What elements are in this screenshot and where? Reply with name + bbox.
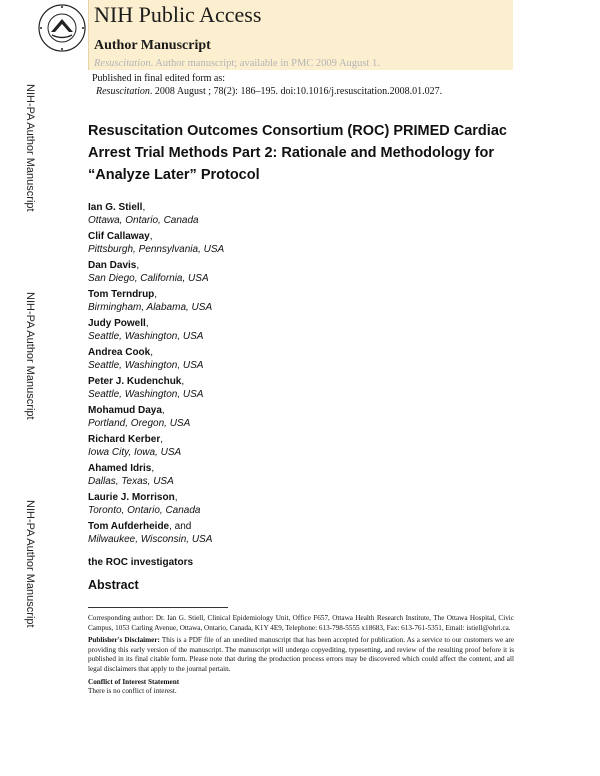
- publisher-disclaimer: Publisher's Disclaimer: This is a PDF file of an unedited manuscript that has been accepted for publication. As a service to our customers we are providing this early version of the manuscript. The manuscript will undergo copyediting, typesetting, and review of the resulting proof before it is published in its final citable form. Please note that during the production process errors may be discovered which could affect the content, and all legal disclaimers that apply to the journal pertain.: [88, 636, 514, 673]
- article-title-line: Resuscitation Outcomes Consortium (ROC) PRIMED Cardiac: [88, 123, 507, 139]
- published-journal: Resuscitation: [96, 86, 150, 97]
- footnote-divider: [88, 607, 228, 608]
- author-entry: Dan Davis, San Diego, California, USA: [88, 260, 209, 284]
- published-label: Published in final edited form as:: [92, 73, 226, 84]
- article-title-line: Arrest Trial Methods Part 2: Rationale and Methodology for: [88, 145, 495, 161]
- author-entry: Ian G. Stiell, Ottawa, Ontario, Canada: [88, 202, 199, 226]
- author-entry: Judy Powell, Seattle, Washington, USA: [88, 318, 204, 342]
- abstract-heading: Abstract: [88, 578, 139, 592]
- conflict-heading: Conflict of Interest Statement: [88, 677, 180, 686]
- author-entry: Mohamud Daya, Portland, Oregon, USA: [88, 405, 191, 429]
- author-entry: Peter J. Kudenchuk, Seattle, Washington, USA: [88, 376, 204, 400]
- nih-seal-icon: [38, 4, 86, 52]
- author-group: the ROC investigators: [88, 557, 194, 568]
- nih-public-access-title: NIH Public Access: [94, 2, 262, 27]
- corresponding-author-note: Corresponding author: Dr. Ian G. Stiell, Clinical Epidemiology Unit, Office F657, Ottawa Health Research Institute, The Ottawa Hospital, Civic Campus, 1053 Carling Avenue, Ottawa, Ontario, Canada, K1Y 4E9, Telephone: 613-798-5555 x18683, Fax: 613-761-5351, Email: istiell@ohri.ca.: [88, 614, 514, 632]
- article-title-line: “Analyze Later” Protocol: [88, 167, 260, 183]
- author-entry: Richard Kerber, Iowa City, Iowa, USA: [88, 434, 182, 458]
- author-entry: Clif Callaway, Pittsburgh, Pennsylvania, USA: [88, 231, 225, 255]
- citation-details: . Author manuscript; available in PMC 2009 August 1.: [150, 58, 380, 69]
- author-list: [88, 201, 224, 549]
- author-entry: Tom Aufderheide, and Milwaukee, Wisconsin, USA: [88, 521, 213, 545]
- author-manuscript-subtitle: Author Manuscript: [94, 38, 211, 53]
- footnotes: [88, 614, 514, 700]
- citation-journal: Resuscitation: [94, 58, 151, 69]
- author-entry: Andrea Cook, Seattle, Washington, USA: [88, 347, 204, 371]
- article-title: [88, 120, 548, 186]
- published-details: . 2008 August ; 78(2): 186–195. doi:10.1016/j.resuscitation.2008.01.027.: [149, 86, 443, 97]
- author-entry: Ahamed Idris, Dallas, Texas, USA: [88, 463, 174, 487]
- conflict-statement: There is no conflict of interest.: [88, 687, 177, 696]
- author-entry: Tom Terndrup, Birmingham, Alabama, USA: [88, 289, 213, 313]
- author-entry: Laurie J. Morrison, Toronto, Ontario, Canada: [88, 492, 201, 516]
- published-citation: [96, 86, 442, 97]
- pmc-availability-citation: [94, 58, 380, 69]
